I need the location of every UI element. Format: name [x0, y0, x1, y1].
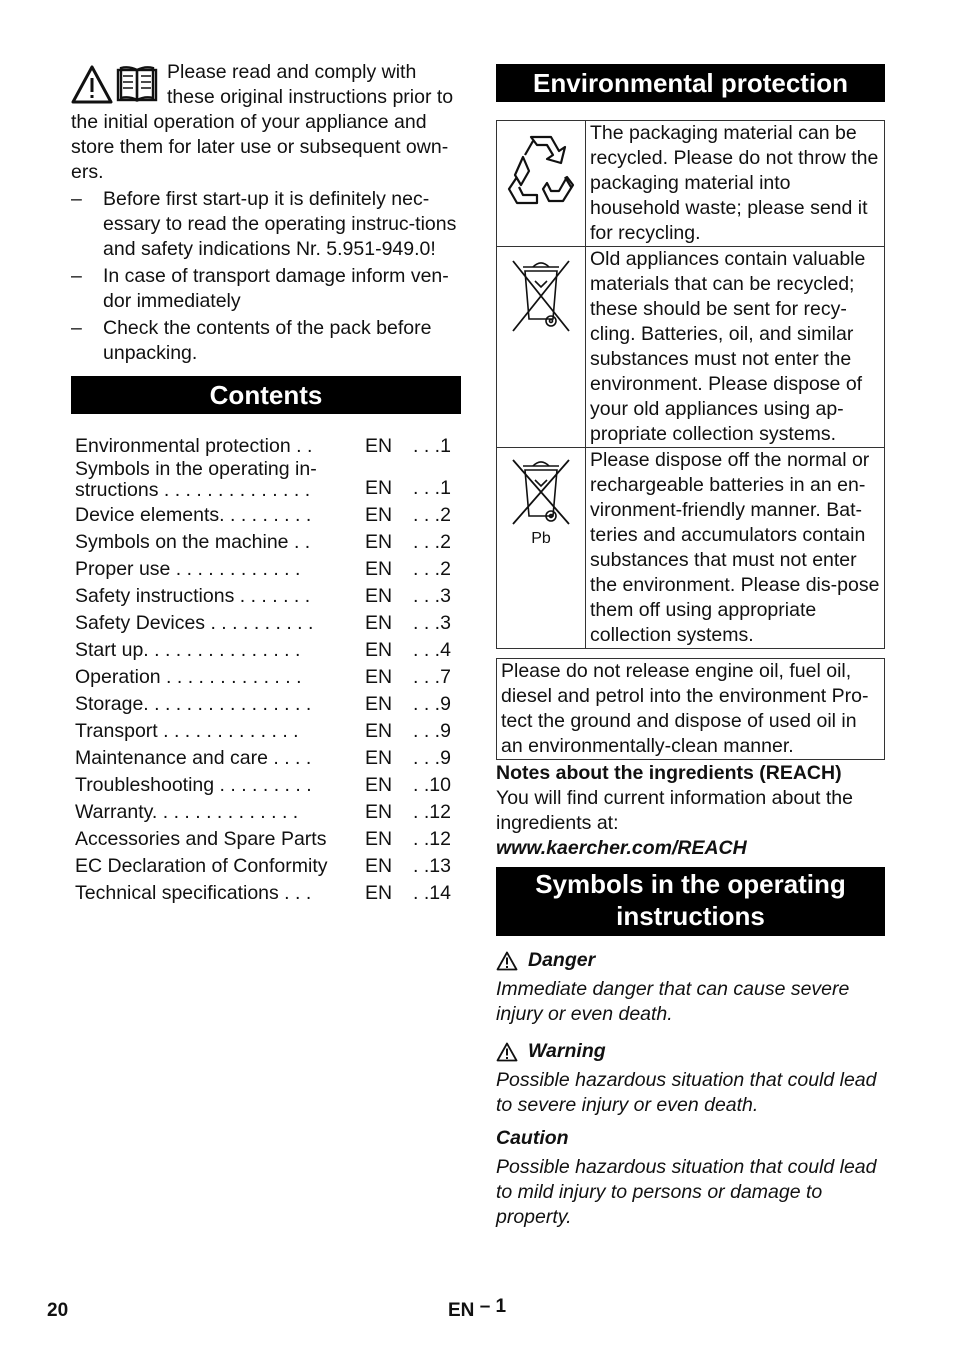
- toc-lang: EN: [365, 612, 393, 634]
- toc-row[interactable]: [71, 852, 461, 879]
- crossed-bin-icon: [503, 253, 579, 339]
- table-row: [497, 121, 885, 247]
- toc-row[interactable]: [71, 609, 461, 636]
- toc-page: . . .4: [413, 639, 451, 661]
- icon-cell: [497, 247, 586, 448]
- toc-page: . . .9: [413, 747, 451, 769]
- toc-row[interactable]: [71, 501, 461, 528]
- environmental-protection-heading: Environmental protection: [496, 64, 885, 102]
- toc-title: Technical specifications . . .: [75, 882, 312, 904]
- toc-title: Storage. . . . . . . . . . . . . . . .: [75, 693, 312, 715]
- toc-page: . . .2: [413, 558, 451, 580]
- table-row: [497, 247, 885, 448]
- toc-row[interactable]: [71, 798, 461, 825]
- manual-book-icon: [118, 67, 156, 100]
- page-number: 20: [47, 1300, 69, 1321]
- toc-page: . .13: [413, 855, 451, 877]
- toc-row[interactable]: [71, 636, 461, 663]
- toc-title: Safety instructions . . . . . . .: [75, 585, 311, 607]
- danger-label: Danger: [528, 949, 596, 971]
- contents-heading: Contents: [71, 376, 461, 414]
- reach-heading: Notes about the ingredients (REACH): [496, 762, 842, 784]
- intro-text: Please read and comply with these original instructions prior to the initial operation of your appliance and store them for later use or subsequent own-ers.: [71, 61, 454, 183]
- toc-lang: EN: [365, 531, 393, 553]
- toc-lang: EN: [365, 504, 393, 526]
- environment-table: [496, 120, 885, 649]
- toc-page: . . .9: [413, 693, 451, 715]
- toc-title: Safety Devices . . . . . . . . . .: [75, 612, 314, 634]
- oil-note-box: Please do not release engine oil, fuel oil, diesel and petrol into the environment Pro-tect the ground and dispose of used oil in an environmentally-clean manner.: [496, 658, 885, 760]
- dash-marker: –: [71, 188, 82, 210]
- toc-title: Warranty. . . . . . . . . . . . . .: [75, 801, 299, 823]
- toc-lang: EN: [365, 477, 393, 499]
- right-column: [496, 64, 885, 1230]
- toc-row[interactable]: [71, 771, 461, 798]
- toc-lang: EN: [365, 747, 393, 769]
- symbols-heading: Symbols in the operating instructions: [496, 867, 885, 936]
- toc-title: Symbols on the machine . .: [75, 531, 311, 553]
- warning-triangle-icon: [73, 67, 111, 102]
- footer-page-label: [448, 1298, 506, 1323]
- toc-title: Start up. . . . . . . . . . . . . . .: [75, 639, 301, 661]
- intro-list: [71, 187, 461, 366]
- caution-label: Caution: [496, 1127, 569, 1149]
- icon-cell: [497, 121, 586, 247]
- toc-title: Troubleshooting . . . . . . . . .: [75, 774, 312, 796]
- toc-page: . . .7: [413, 666, 451, 688]
- environment-text-old-appliances: Old appliances contain valuable materials that can be recycled; these should be sent for recy-cling. Batteries, oil, and similar substances must not enter the environment. Please dispose of your old appliances using ap-propriate collection systems.: [586, 247, 885, 448]
- list-item: – In case of transport damage inform ven-dor immediately: [71, 265, 449, 312]
- reach-text: You will find current information about the ingredients at:: [496, 787, 853, 834]
- recycle-icon: [503, 127, 579, 211]
- toc-row[interactable]: [71, 432, 461, 459]
- toc-row[interactable]: [71, 879, 461, 906]
- toc-page: . . .3: [413, 612, 451, 634]
- table-of-contents: [71, 432, 461, 906]
- dash-marker: –: [71, 317, 82, 339]
- warning-label: Warning: [528, 1040, 606, 1062]
- toc-page: . . .9: [413, 720, 451, 742]
- table-row: [497, 448, 885, 649]
- icon-cell: [497, 448, 586, 649]
- toc-lang: EN: [365, 801, 393, 823]
- environment-text-batteries: Please dispose off the normal or rechargeable batteries in an en-vironment-friendly manner. Bat-teries and accumulators contain substances that must not enter the environment. Please dis-pose them off using appropriate collection systems.: [586, 448, 885, 649]
- toc-title: Transport . . . . . . . . . . . . .: [75, 720, 299, 742]
- toc-row[interactable]: [71, 459, 461, 501]
- toc-title: Symbols in the operating in-structions . . . . . . . . . . . . . .: [75, 459, 317, 501]
- toc-title: EC Declaration of Conformity: [75, 855, 328, 877]
- footer-lang: EN: [448, 1300, 475, 1321]
- danger-heading: [496, 948, 885, 973]
- toc-lang: EN: [365, 855, 393, 877]
- toc-page: . .10: [413, 774, 451, 796]
- toc-row[interactable]: [71, 582, 461, 609]
- toc-row[interactable]: [71, 717, 461, 744]
- toc-page: . . .1: [413, 477, 451, 499]
- toc-title: Accessories and Spare Parts: [75, 828, 327, 850]
- reach-link[interactable]: www.kaercher.com/REACH: [496, 837, 747, 859]
- toc-row[interactable]: [71, 690, 461, 717]
- toc-lang: EN: [365, 639, 393, 661]
- toc-page: . . .2: [413, 504, 451, 526]
- toc-page: . .14: [413, 882, 451, 904]
- warning-text: Possible hazardous situation that could lead to severe injury or even death.: [496, 1069, 877, 1116]
- toc-lang: EN: [365, 435, 393, 457]
- toc-page: . . .3: [413, 585, 451, 607]
- toc-lang: EN: [365, 882, 393, 904]
- toc-lang: EN: [365, 693, 393, 715]
- list-item: – Before first start-up it is definitely nec-essary to read the operating instruc-tions and safety indications Nr. 5.951-949.0!: [71, 188, 457, 260]
- toc-lang: EN: [365, 720, 393, 742]
- toc-title: Proper use . . . . . . . . . . . .: [75, 558, 301, 580]
- danger-triangle-icon: [496, 951, 518, 971]
- dash-marker: –: [71, 265, 82, 287]
- toc-row[interactable]: [71, 663, 461, 690]
- danger-text: Immediate danger that can cause severe injury or even death.: [496, 978, 850, 1025]
- toc-lang: EN: [365, 558, 393, 580]
- toc-row[interactable]: [71, 555, 461, 582]
- toc-row[interactable]: [71, 528, 461, 555]
- toc-title: Device elements. . . . . . . . .: [75, 504, 312, 526]
- footer-page: – 1: [479, 1296, 507, 1317]
- left-column: [71, 60, 461, 906]
- toc-title: Environmental protection . .: [75, 435, 313, 457]
- toc-row[interactable]: [71, 825, 461, 852]
- crossed-bin-pb-icon: [503, 454, 579, 526]
- caution-text: Possible hazardous situation that could lead to mild injury to persons or damage to property.: [496, 1156, 877, 1228]
- toc-page: . .12: [413, 828, 451, 850]
- toc-lang: EN: [365, 666, 393, 688]
- warning-manual-icon: [71, 64, 159, 106]
- environment-text-packaging: The packaging material can be recycled. Please do not throw the packaging material into household waste; please send it for recycling.: [586, 121, 885, 247]
- toc-lang: EN: [365, 774, 393, 796]
- toc-title: Maintenance and care . . . .: [75, 747, 312, 769]
- toc-page: . . .2: [413, 531, 451, 553]
- pb-label: Pb: [531, 530, 551, 547]
- toc-page: . .12: [413, 801, 451, 823]
- warning-heading: [496, 1039, 885, 1064]
- toc-lang: EN: [365, 828, 393, 850]
- toc-title: Operation . . . . . . . . . . . . .: [75, 666, 302, 688]
- warning-triangle-icon: [496, 1042, 518, 1062]
- toc-row[interactable]: [71, 744, 461, 771]
- intro-section: [71, 60, 461, 185]
- list-item: – Check the contents of the pack before unpacking.: [71, 317, 432, 364]
- toc-lang: EN: [365, 585, 393, 607]
- toc-page: . . .1: [413, 435, 451, 457]
- intro-icons: [71, 64, 159, 106]
